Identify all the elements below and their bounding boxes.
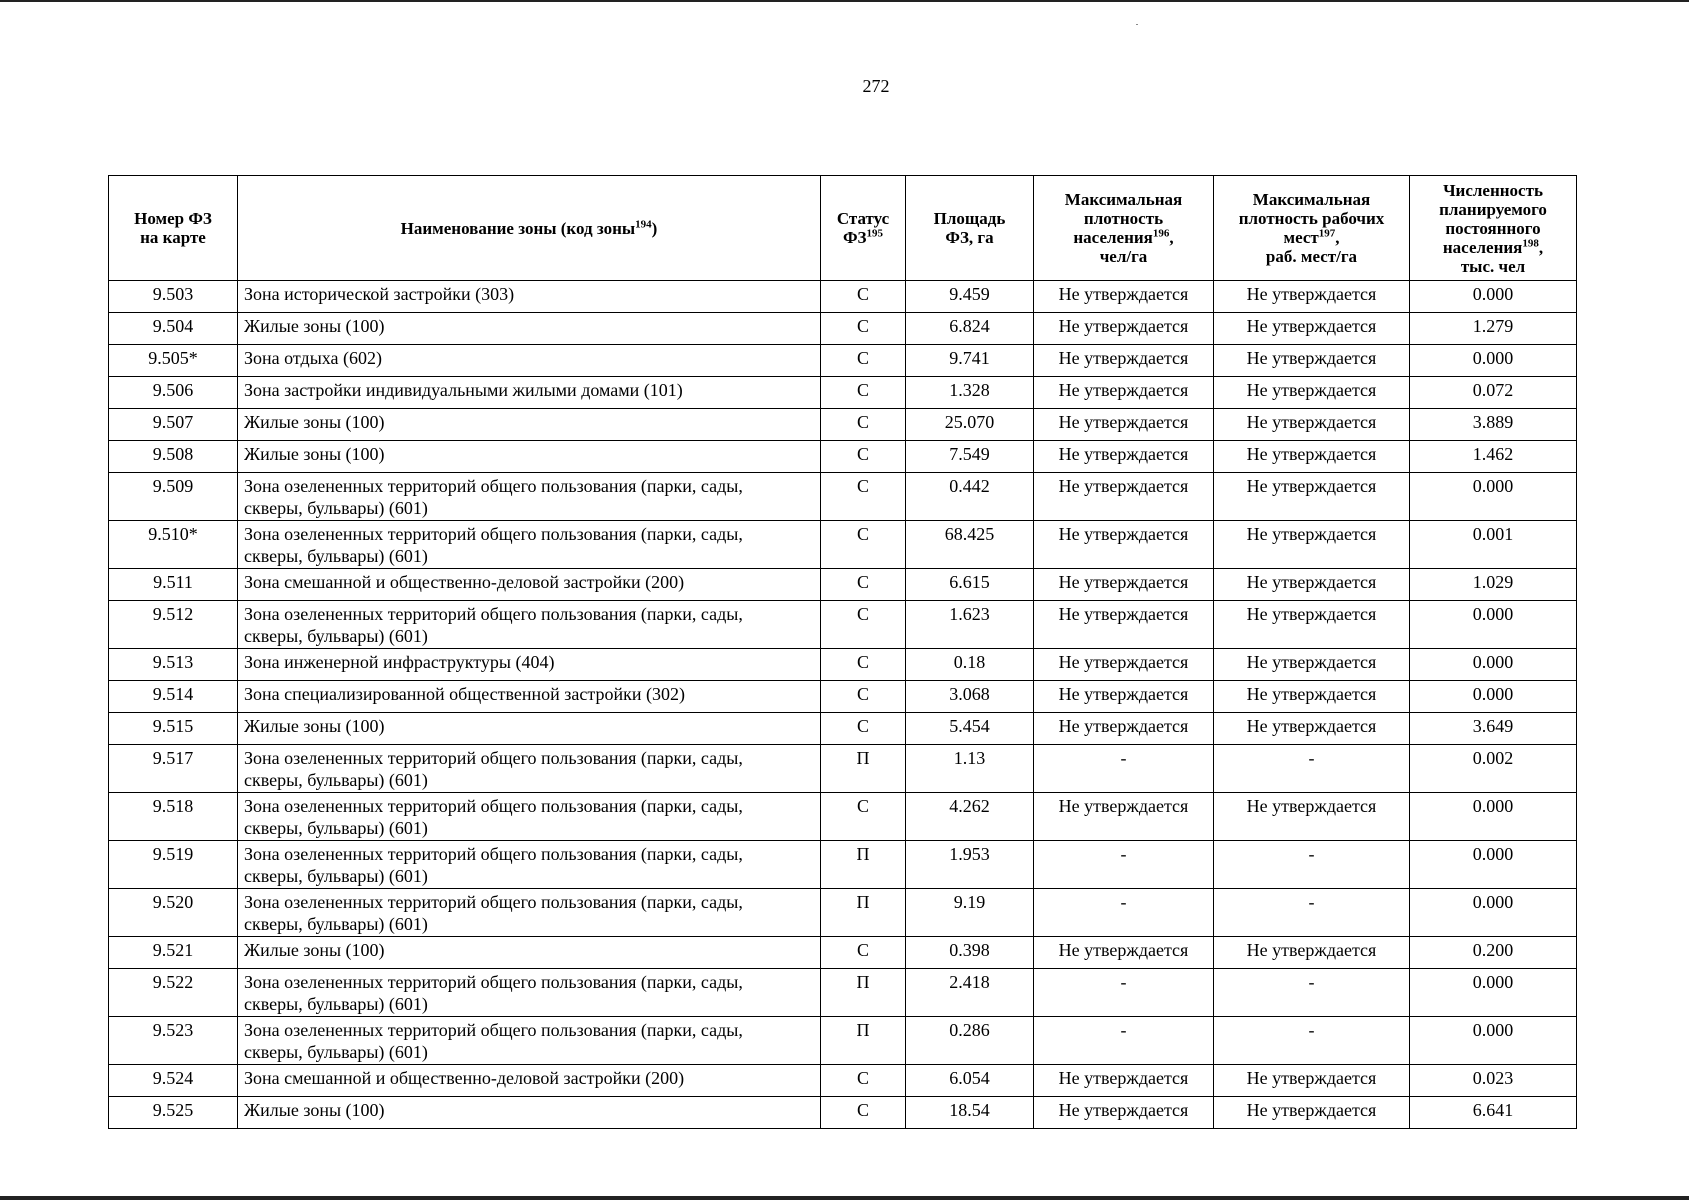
population-count-cell: 0.001 xyxy=(1410,521,1577,569)
population-count-cell: 0.000 xyxy=(1410,681,1577,713)
table-row xyxy=(109,473,1577,521)
status-cell: С xyxy=(821,793,906,841)
table-row xyxy=(109,889,1577,937)
zone-name-line: Жилые зоны (100) xyxy=(244,316,385,336)
header-population-count: Численность планируемого постоянного населения$^{198}$, тыс. чел xyxy=(1410,176,1577,281)
zone-name-line: Жилые зоны (100) xyxy=(244,1100,385,1120)
area-cell: 1.953 xyxy=(906,841,1034,889)
header-area: Площадь ФЗ, га xyxy=(906,176,1034,281)
area-cell: 3.068 xyxy=(906,681,1034,713)
zone-name-line: Зона озелененных территорий общего пользования (парки, сады, xyxy=(244,1020,743,1040)
workplace-density-cell: - xyxy=(1214,1017,1410,1065)
workplace-density-cell: Не утверждается xyxy=(1214,793,1410,841)
population-count-cell: 0.000 xyxy=(1410,969,1577,1017)
area-cell: 6.824 xyxy=(906,313,1034,345)
zone-number-cell: 9.512 xyxy=(109,601,238,649)
zone-number-cell: 9.509 xyxy=(109,473,238,521)
zone-name-line: скверы, бульвары) (601) xyxy=(244,914,428,934)
zone-number-cell: 9.525 xyxy=(109,1097,238,1129)
population-count-cell: 0.000 xyxy=(1410,281,1577,313)
status-cell: С xyxy=(821,937,906,969)
population-density-cell: Не утверждается xyxy=(1034,1065,1214,1097)
status-cell: С xyxy=(821,377,906,409)
population-count-cell: 0.000 xyxy=(1410,601,1577,649)
table-row xyxy=(109,313,1577,345)
workplace-density-cell: - xyxy=(1214,745,1410,793)
area-cell: 9.459 xyxy=(906,281,1034,313)
population-density-cell: Не утверждается xyxy=(1034,649,1214,681)
population-count-cell: 0.023 xyxy=(1410,1065,1577,1097)
population-count-cell: 0.000 xyxy=(1410,793,1577,841)
table-row xyxy=(109,969,1577,1017)
area-cell: 9.741 xyxy=(906,345,1034,377)
zone-number-cell: 9.515 xyxy=(109,713,238,745)
population-density-cell: Не утверждается xyxy=(1034,473,1214,521)
table-row xyxy=(109,937,1577,969)
area-cell: 6.054 xyxy=(906,1065,1034,1097)
area-cell: 68.425 xyxy=(906,521,1034,569)
workplace-density-cell: Не утверждается xyxy=(1214,649,1410,681)
area-cell: 0.398 xyxy=(906,937,1034,969)
header-population-density: Максимальная плотность населения$^{196}$, чел/га xyxy=(1034,176,1214,281)
zone-name-cell xyxy=(238,649,821,681)
zone-name-line: Зона застройки индивидуальными жилыми домами (101) xyxy=(244,380,683,400)
workplace-density-cell: Не утверждается xyxy=(1214,601,1410,649)
status-cell: С xyxy=(821,521,906,569)
zone-number-cell: 9.510* xyxy=(109,521,238,569)
zone-name-line: Зона озелененных территорий общего пользования (парки, сады, xyxy=(244,604,743,624)
zone-name-cell xyxy=(238,601,821,649)
zone-name-cell xyxy=(238,441,821,473)
zone-number-cell: 9.505* xyxy=(109,345,238,377)
workplace-density-cell: Не утверждается xyxy=(1214,713,1410,745)
population-density-cell: Не утверждается xyxy=(1034,313,1214,345)
workplace-density-cell: - xyxy=(1214,969,1410,1017)
zone-number-cell: 9.519 xyxy=(109,841,238,889)
zone-number-cell: 9.506 xyxy=(109,377,238,409)
zones-table xyxy=(108,175,1577,1129)
workplace-density-cell: Не утверждается xyxy=(1214,281,1410,313)
population-density-cell: Не утверждается xyxy=(1034,441,1214,473)
scan-border-top xyxy=(0,0,1689,2)
status-cell: С xyxy=(821,345,906,377)
table-row xyxy=(109,1097,1577,1129)
population-count-cell: 1.029 xyxy=(1410,569,1577,601)
zone-name-line: Зона исторической застройки (303) xyxy=(244,284,515,304)
zone-name-cell xyxy=(238,1065,821,1097)
population-density-cell: Не утверждается xyxy=(1034,281,1214,313)
area-cell: 18.54 xyxy=(906,1097,1034,1129)
workplace-density-cell: Не утверждается xyxy=(1214,1065,1410,1097)
zone-name-line: Жилые зоны (100) xyxy=(244,716,385,736)
zone-name-line: Зона отдыха (602) xyxy=(244,348,383,368)
workplace-density-cell: Не утверждается xyxy=(1214,441,1410,473)
area-cell: 1.13 xyxy=(906,745,1034,793)
zone-name-line: Зона смешанной и общественно-деловой застройки (200) xyxy=(244,1068,685,1088)
workplace-density-cell: Не утверждается xyxy=(1214,313,1410,345)
zone-number-cell: 9.522 xyxy=(109,969,238,1017)
zone-name-cell xyxy=(238,521,821,569)
zone-name-line: Жилые зоны (100) xyxy=(244,444,385,464)
workplace-density-cell: - xyxy=(1214,841,1410,889)
population-count-cell: 3.649 xyxy=(1410,713,1577,745)
scan-speck xyxy=(1136,24,1138,25)
zone-name-line: скверы, бульвары) (601) xyxy=(244,626,428,646)
status-cell: С xyxy=(821,601,906,649)
zone-name-cell xyxy=(238,1097,821,1129)
zone-number-cell: 9.503 xyxy=(109,281,238,313)
population-density-cell: - xyxy=(1034,745,1214,793)
population-density-cell: Не утверждается xyxy=(1034,793,1214,841)
table-row xyxy=(109,681,1577,713)
population-count-cell: 0.000 xyxy=(1410,1017,1577,1065)
table-row xyxy=(109,569,1577,601)
workplace-density-cell: Не утверждается xyxy=(1214,569,1410,601)
header-status: Статус ФЗ$^{195}$ xyxy=(821,176,906,281)
table-row xyxy=(109,841,1577,889)
status-cell: С xyxy=(821,313,906,345)
header-row xyxy=(109,176,1577,281)
population-density-cell: - xyxy=(1034,969,1214,1017)
population-count-cell: 0.200 xyxy=(1410,937,1577,969)
zone-name-cell xyxy=(238,409,821,441)
zone-name-cell xyxy=(238,569,821,601)
zone-name-line: Зона озелененных территорий общего пользования (парки, сады, xyxy=(244,892,743,912)
zone-number-cell: 9.521 xyxy=(109,937,238,969)
zone-name-cell xyxy=(238,969,821,1017)
status-cell: С xyxy=(821,281,906,313)
status-cell: П xyxy=(821,841,906,889)
zone-name-line: скверы, бульвары) (601) xyxy=(244,498,428,518)
status-cell: П xyxy=(821,889,906,937)
status-cell: П xyxy=(821,745,906,793)
status-cell: С xyxy=(821,569,906,601)
zone-number-cell: 9.520 xyxy=(109,889,238,937)
zone-number-cell: 9.517 xyxy=(109,745,238,793)
population-density-cell: Не утверждается xyxy=(1034,681,1214,713)
zone-name-line: Зона смешанной и общественно-деловой застройки (200) xyxy=(244,572,685,592)
population-density-cell: Не утверждается xyxy=(1034,569,1214,601)
status-cell: С xyxy=(821,473,906,521)
population-density-cell: Не утверждается xyxy=(1034,377,1214,409)
population-density-cell: Не утверждается xyxy=(1034,521,1214,569)
area-cell: 9.19 xyxy=(906,889,1034,937)
workplace-density-cell: Не утверждается xyxy=(1214,345,1410,377)
zone-name-line: Зона озелененных территорий общего пользования (парки, сады, xyxy=(244,476,743,496)
zone-name-line: Зона озелененных территорий общего пользования (парки, сады, xyxy=(244,524,743,544)
population-density-cell: Не утверждается xyxy=(1034,345,1214,377)
population-count-cell: 0.000 xyxy=(1410,889,1577,937)
population-count-cell: 1.279 xyxy=(1410,313,1577,345)
area-cell: 7.549 xyxy=(906,441,1034,473)
zone-name-cell xyxy=(238,937,821,969)
zone-name-cell xyxy=(238,1017,821,1065)
zone-name-line: Зона озелененных территорий общего пользования (парки, сады, xyxy=(244,972,743,992)
table-row xyxy=(109,377,1577,409)
page-number: 272 xyxy=(862,76,890,96)
population-count-cell: 0.000 xyxy=(1410,345,1577,377)
zone-name-line: Жилые зоны (100) xyxy=(244,412,385,432)
zone-name-line: Жилые зоны (100) xyxy=(244,940,385,960)
zone-name-cell xyxy=(238,313,821,345)
status-cell: П xyxy=(821,1017,906,1065)
table-row xyxy=(109,745,1577,793)
area-cell: 0.18 xyxy=(906,649,1034,681)
zone-number-cell: 9.507 xyxy=(109,409,238,441)
table-row xyxy=(109,409,1577,441)
table-row xyxy=(109,441,1577,473)
status-cell: С xyxy=(821,409,906,441)
area-cell: 0.442 xyxy=(906,473,1034,521)
zone-name-line: скверы, бульвары) (601) xyxy=(244,866,428,886)
header-zone-name: Наименование зоны (код зоны$^{194}$) xyxy=(238,176,821,281)
area-cell: 2.418 xyxy=(906,969,1034,1017)
table-row xyxy=(109,1017,1577,1065)
workplace-density-cell: Не утверждается xyxy=(1214,937,1410,969)
status-cell: С xyxy=(821,441,906,473)
status-cell: С xyxy=(821,681,906,713)
status-cell: С xyxy=(821,1097,906,1129)
area-cell: 6.615 xyxy=(906,569,1034,601)
zone-number-cell: 9.513 xyxy=(109,649,238,681)
population-count-cell: 0.000 xyxy=(1410,649,1577,681)
scan-border-bottom xyxy=(0,1196,1689,1200)
population-density-cell: Не утверждается xyxy=(1034,937,1214,969)
zone-name-cell xyxy=(238,281,821,313)
population-count-cell: 0.000 xyxy=(1410,473,1577,521)
zone-name-line: скверы, бульвары) (601) xyxy=(244,994,428,1014)
table-row xyxy=(109,793,1577,841)
zone-name-line: скверы, бульвары) (601) xyxy=(244,770,428,790)
status-cell: С xyxy=(821,1065,906,1097)
area-cell: 25.070 xyxy=(906,409,1034,441)
table-row xyxy=(109,345,1577,377)
area-cell: 1.623 xyxy=(906,601,1034,649)
population-density-cell: Не утверждается xyxy=(1034,1097,1214,1129)
zone-name-cell xyxy=(238,473,821,521)
population-count-cell: 1.462 xyxy=(1410,441,1577,473)
zone-name-line: скверы, бульвары) (601) xyxy=(244,818,428,838)
zone-name-line: Зона озелененных территорий общего пользования (парки, сады, xyxy=(244,748,743,768)
area-cell: 0.286 xyxy=(906,1017,1034,1065)
area-cell: 1.328 xyxy=(906,377,1034,409)
zone-number-cell: 9.511 xyxy=(109,569,238,601)
population-count-cell: 0.000 xyxy=(1410,841,1577,889)
table-body xyxy=(109,281,1577,1129)
population-count-cell: 0.002 xyxy=(1410,745,1577,793)
area-cell: 4.262 xyxy=(906,793,1034,841)
table-row xyxy=(109,713,1577,745)
zone-name-line: Зона специализированной общественной застройки (302) xyxy=(244,684,685,704)
zone-name-cell xyxy=(238,345,821,377)
zone-name-cell xyxy=(238,377,821,409)
zone-name-line: Зона озелененных территорий общего пользования (парки, сады, xyxy=(244,796,743,816)
area-cell: 5.454 xyxy=(906,713,1034,745)
zone-name-line: скверы, бульвары) (601) xyxy=(244,1042,428,1062)
zone-number-cell: 9.524 xyxy=(109,1065,238,1097)
zone-name-line: Зона инженерной инфраструктуры (404) xyxy=(244,652,555,672)
status-cell: С xyxy=(821,649,906,681)
population-density-cell: Не утверждается xyxy=(1034,601,1214,649)
zone-number-cell: 9.514 xyxy=(109,681,238,713)
population-density-cell: - xyxy=(1034,841,1214,889)
workplace-density-cell: - xyxy=(1214,889,1410,937)
zone-number-cell: 9.523 xyxy=(109,1017,238,1065)
workplace-density-cell: Не утверждается xyxy=(1214,1097,1410,1129)
header-workplace-density: Максимальная плотность рабочих мест$^{197}$, раб. мест/га xyxy=(1214,176,1410,281)
zone-name-cell xyxy=(238,889,821,937)
workplace-density-cell: Не утверждается xyxy=(1214,521,1410,569)
zone-name-line: Зона озелененных территорий общего пользования (парки, сады, xyxy=(244,844,743,864)
population-density-cell: Не утверждается xyxy=(1034,409,1214,441)
table-row xyxy=(109,521,1577,569)
zone-name-cell xyxy=(238,745,821,793)
status-cell: П xyxy=(821,969,906,1017)
header-zone-number: Номер ФЗ на карте xyxy=(109,176,238,281)
zone-name-line: скверы, бульвары) (601) xyxy=(244,546,428,566)
population-count-cell: 3.889 xyxy=(1410,409,1577,441)
population-density-cell: - xyxy=(1034,889,1214,937)
workplace-density-cell: Не утверждается xyxy=(1214,681,1410,713)
table-row xyxy=(109,281,1577,313)
zone-number-cell: 9.508 xyxy=(109,441,238,473)
status-cell: С xyxy=(821,713,906,745)
zone-name-cell xyxy=(238,713,821,745)
population-count-cell: 0.072 xyxy=(1410,377,1577,409)
zone-name-cell xyxy=(238,841,821,889)
workplace-density-cell: Не утверждается xyxy=(1214,473,1410,521)
table-row xyxy=(109,649,1577,681)
population-density-cell: Не утверждается xyxy=(1034,713,1214,745)
zone-number-cell: 9.504 xyxy=(109,313,238,345)
population-density-cell: - xyxy=(1034,1017,1214,1065)
zone-number-cell: 9.518 xyxy=(109,793,238,841)
workplace-density-cell: Не утверждается xyxy=(1214,409,1410,441)
table-row xyxy=(109,1065,1577,1097)
table-row xyxy=(109,601,1577,649)
population-count-cell: 6.641 xyxy=(1410,1097,1577,1129)
zone-name-cell xyxy=(238,793,821,841)
zone-name-cell xyxy=(238,681,821,713)
workplace-density-cell: Не утверждается xyxy=(1214,377,1410,409)
